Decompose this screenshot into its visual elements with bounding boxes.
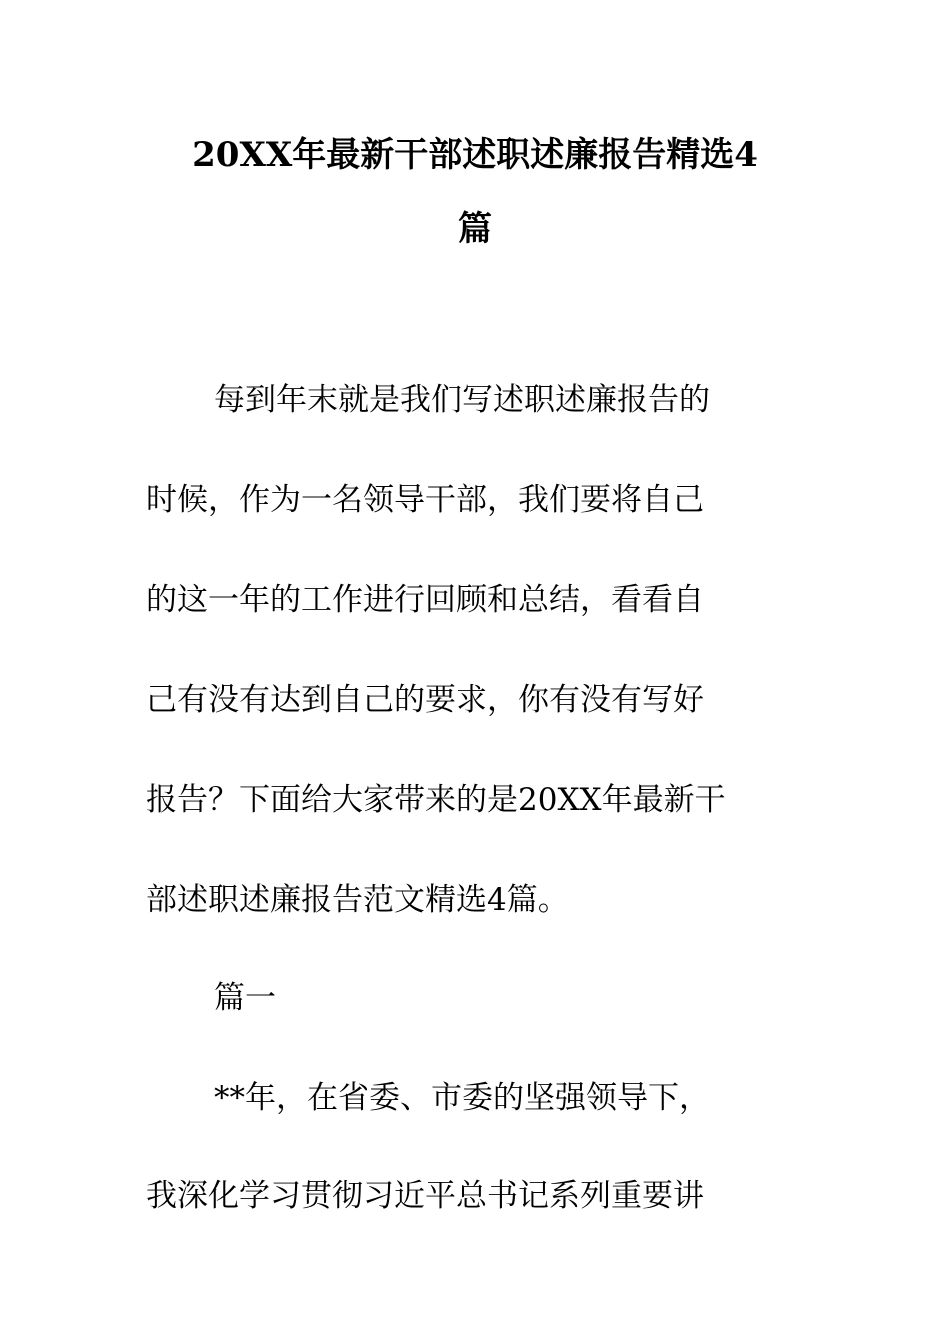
paragraph-line-6: 部述职述廉报告范文精选4篇。 (146, 882, 569, 918)
title-line-1: 20XX年最新干部述职述廉报告精选4 (192, 135, 758, 175)
section-line-2: 我深化学习贯彻习近平总书记系列重要讲 (146, 1178, 704, 1214)
section-heading: 篇一 (214, 980, 276, 1016)
title-line-2: 篇 (458, 209, 492, 249)
paragraph-line-2: 时候，作为一名领导干部，我们要将自己 (146, 482, 704, 518)
paragraph-line-4: 己有没有达到自己的要求，你有没有写好 (146, 682, 704, 718)
paragraph-line-3: 的这一年的工作进行回顾和总结，看看自 (146, 582, 704, 618)
paragraph-line-1: 每到年末就是我们写述职述廉报告的 (214, 382, 710, 418)
section-line-1: **年，在省委、市委的坚强领导下， (214, 1080, 710, 1116)
document-title (140, 118, 810, 266)
paragraph-line-5: 报告？下面给大家带来的是20XX年最新干 (146, 782, 726, 818)
